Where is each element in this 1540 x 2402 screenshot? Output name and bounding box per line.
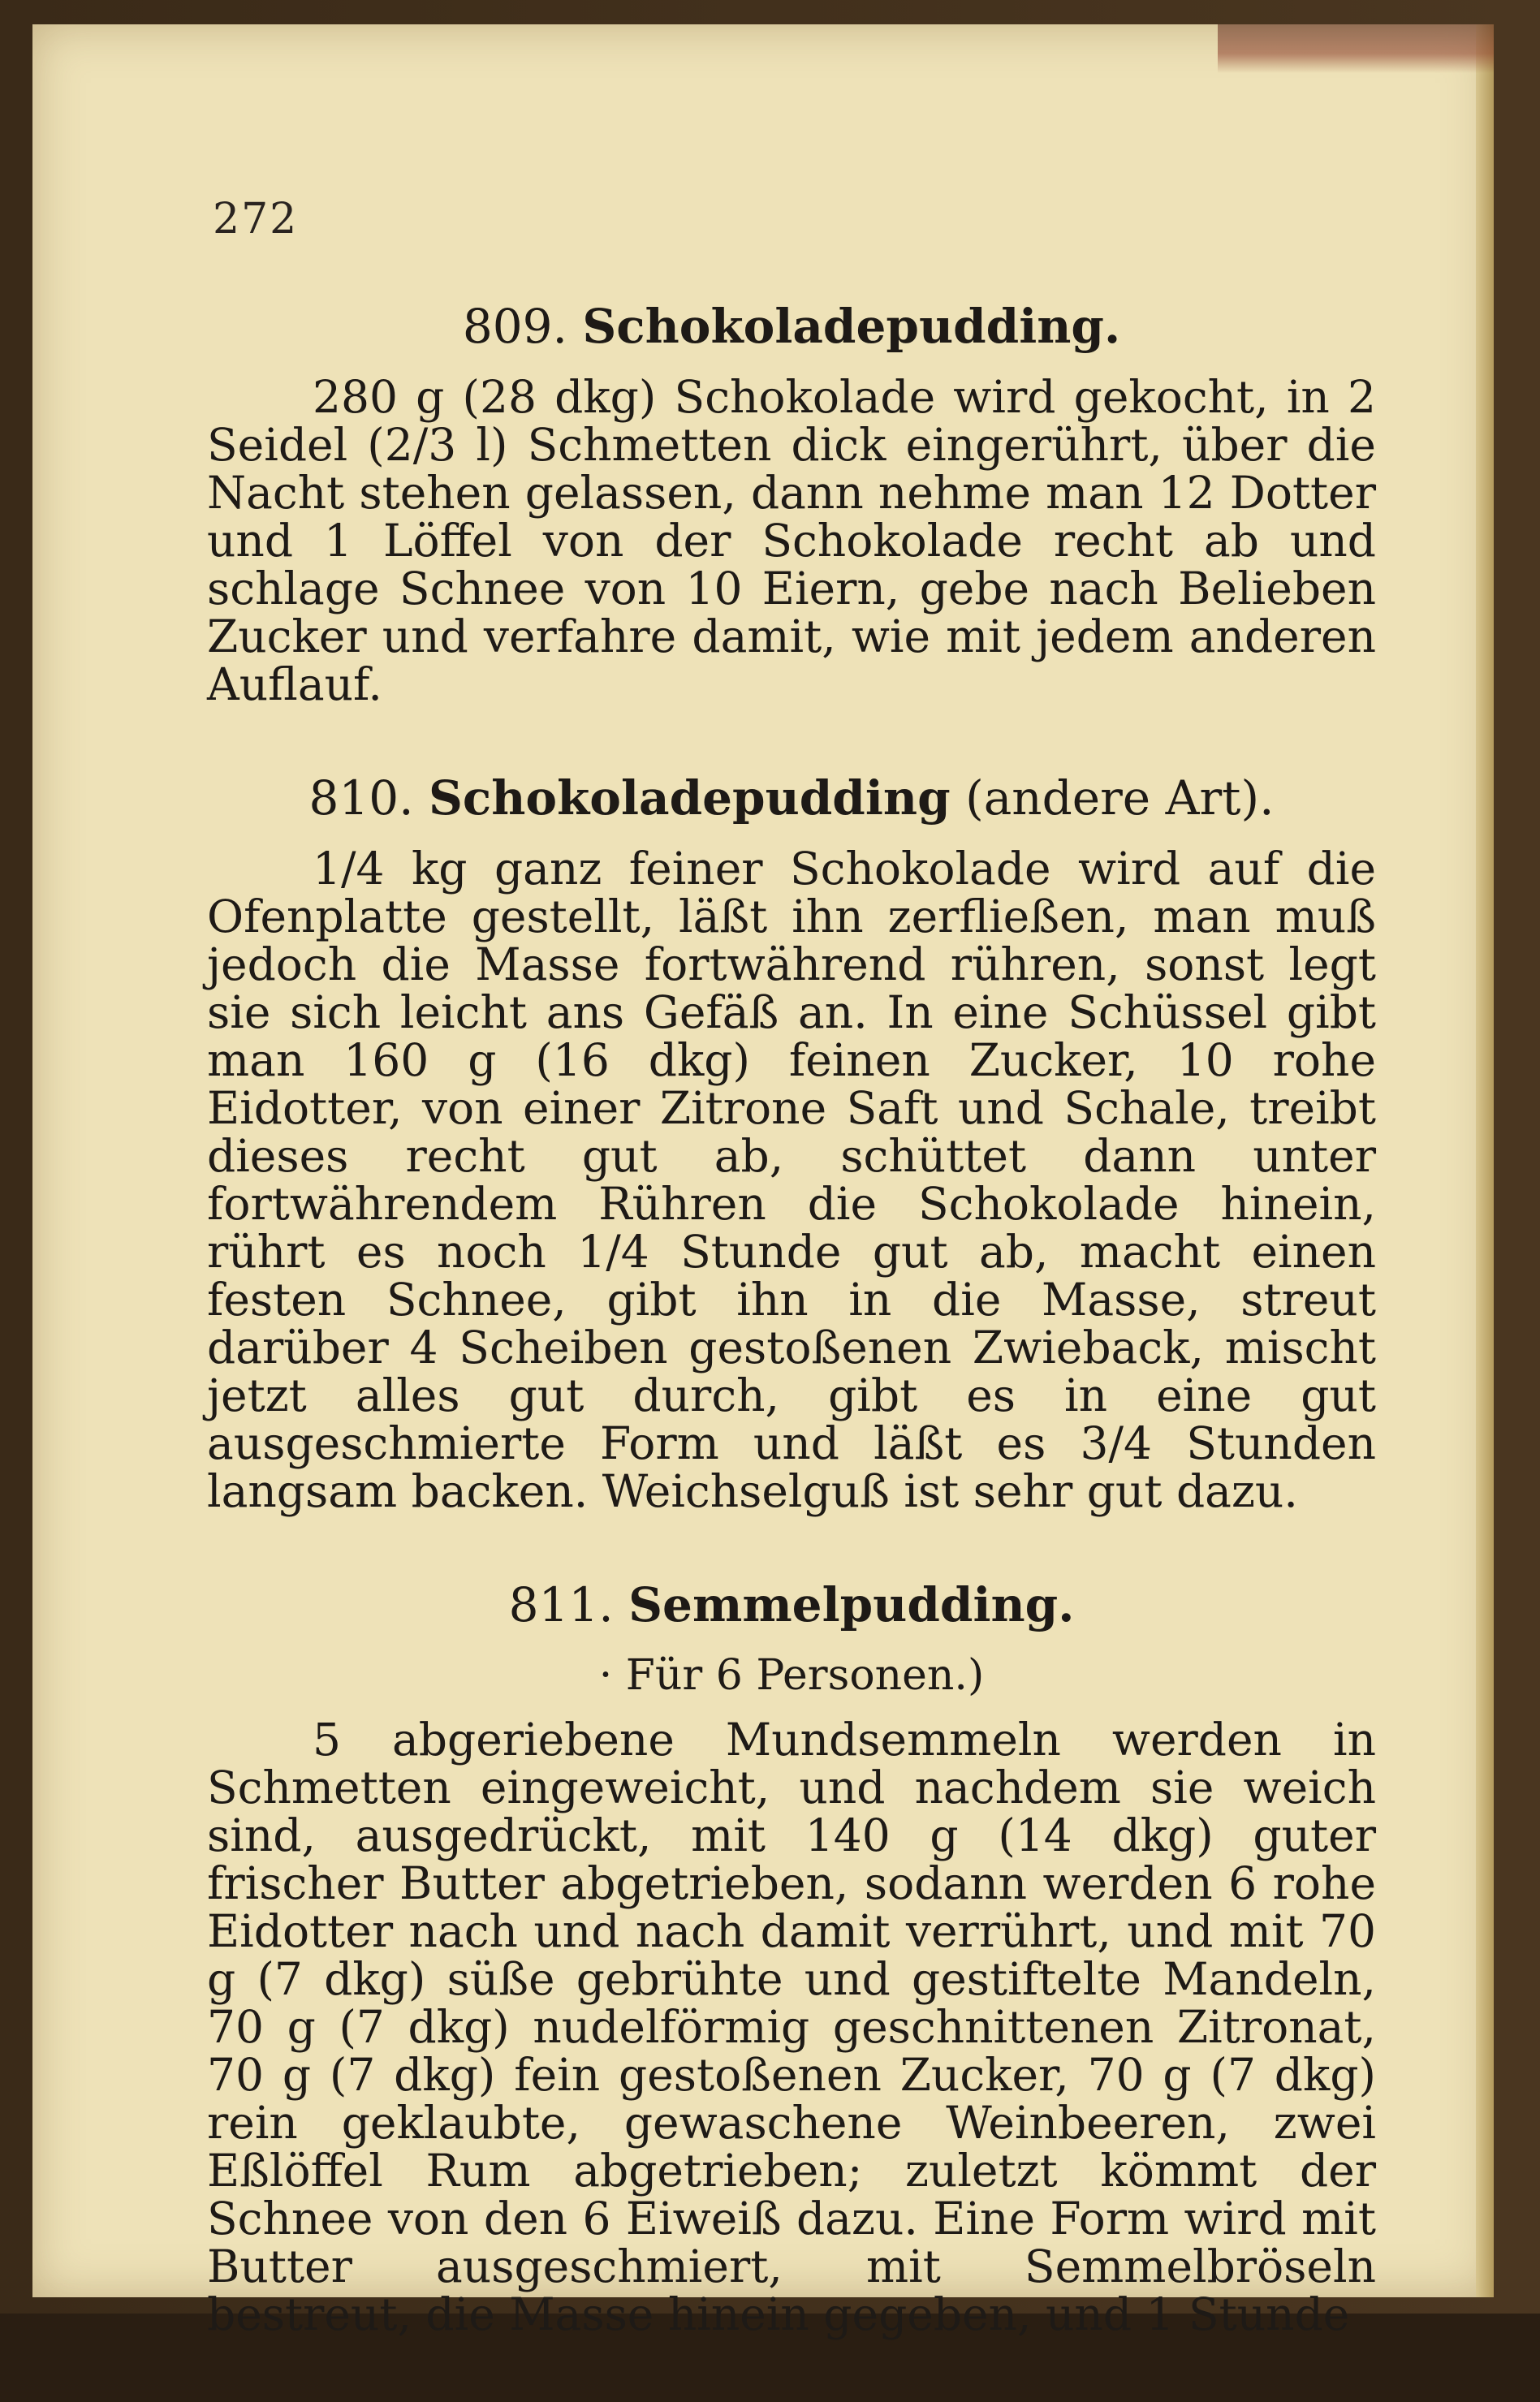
recipe-title-suffix: (andere Art). bbox=[965, 770, 1275, 826]
recipe-810 bbox=[207, 772, 1376, 1516]
recipe-servings: · Für 6 Personen.) bbox=[598, 1651, 985, 1700]
binding-band bbox=[1218, 24, 1494, 73]
recipe-text: 280 g (28 dkg) Schokolade wird gekocht, in 2 Seidel (2/3 l) Schmetten dick eingerührt, über die Nacht stehen gelassen, dann nehme man 12 Dotter und 1 Löffel von der Schokolade recht ab und schlage Schnee von 10 Eiern, gebe nach Belieben Zucker und verfahre damit, wie mit jedem anderen Auflauf. bbox=[207, 371, 1376, 710]
recipe-title: Schokoladepudding bbox=[429, 770, 951, 826]
recipe-text: 5 abgeriebene Mundsemmeln werden in Schmetten eingeweicht, und nachdem sie weich sind, ausgedrückt, mit 140 g (14 dkg) guter frischer Butter abgetrieben, sodann werden 6 rohe Eidotter nach und nach damit verrührt, und mit 70 g (7 dkg) süße gebrühte und gestiftelte Mandeln, 70 g (7 dkg) nudelförmig geschnittenen Zitronat, 70 g (7 dkg) fein gestoßenen Zucker, 70 g (7 dkg) rein geklaubte, gewaschene Weinbeeren, zwei Eßlöffel Rum abgetrieben; zuletzt kömmt der Schnee von den 6 Eiweiß dazu. Eine Form wird mit Butter ausgeschmiert, mit Semmelbröseln bestreut, die Masse hinein gegeben, und 1 Stunde bbox=[207, 1714, 1376, 2340]
book-page bbox=[32, 24, 1494, 2340]
recipe-heading bbox=[207, 772, 1376, 824]
recipe-text: 1/4 kg ganz feiner Schokolade wird auf die Ofenplatte gestellt, läßt ihn zerfließen, man muß jedoch die Masse fortwährend rühren, sonst legt sie sich leicht ans Gefäß an. In eine Schüssel gibt man 160 g (16 dkg) feinen Zucker, 10 rohe Eidotter, von einer Zitrone Saft und Schale, treibt dieses recht gut ab, schüttet dann unter fortwährendem Rühren die Schokolade hinein, rührt es noch 1/4 Stunde gut ab, macht einen festen Schnee, gibt ihn in die Masse, streut darüber 4 Scheiben gestoßenen Zwieback, mischt jetzt alles gut durch, gibt es in eine gut ausgeschmierte Form und läßt es 3/4 Stunden langsam backen. Weichselguß ist sehr gut dazu. bbox=[207, 843, 1376, 1517]
recipe-811 bbox=[207, 1579, 1376, 2339]
recipe-809 bbox=[207, 300, 1376, 709]
recipe-title: Semmelpudding. bbox=[628, 1577, 1075, 1632]
recipe-heading bbox=[207, 1579, 1376, 1631]
page-number: 272 bbox=[213, 195, 299, 244]
page-edge bbox=[1476, 24, 1494, 2297]
recipe-title: Schokoladepudding. bbox=[582, 299, 1121, 354]
recipe-number: 810. bbox=[308, 770, 414, 826]
recipe-heading bbox=[207, 300, 1376, 352]
recipe-number: 809. bbox=[462, 299, 567, 354]
recipe-number: 811. bbox=[508, 1577, 614, 1632]
text-block bbox=[207, 300, 1376, 2402]
